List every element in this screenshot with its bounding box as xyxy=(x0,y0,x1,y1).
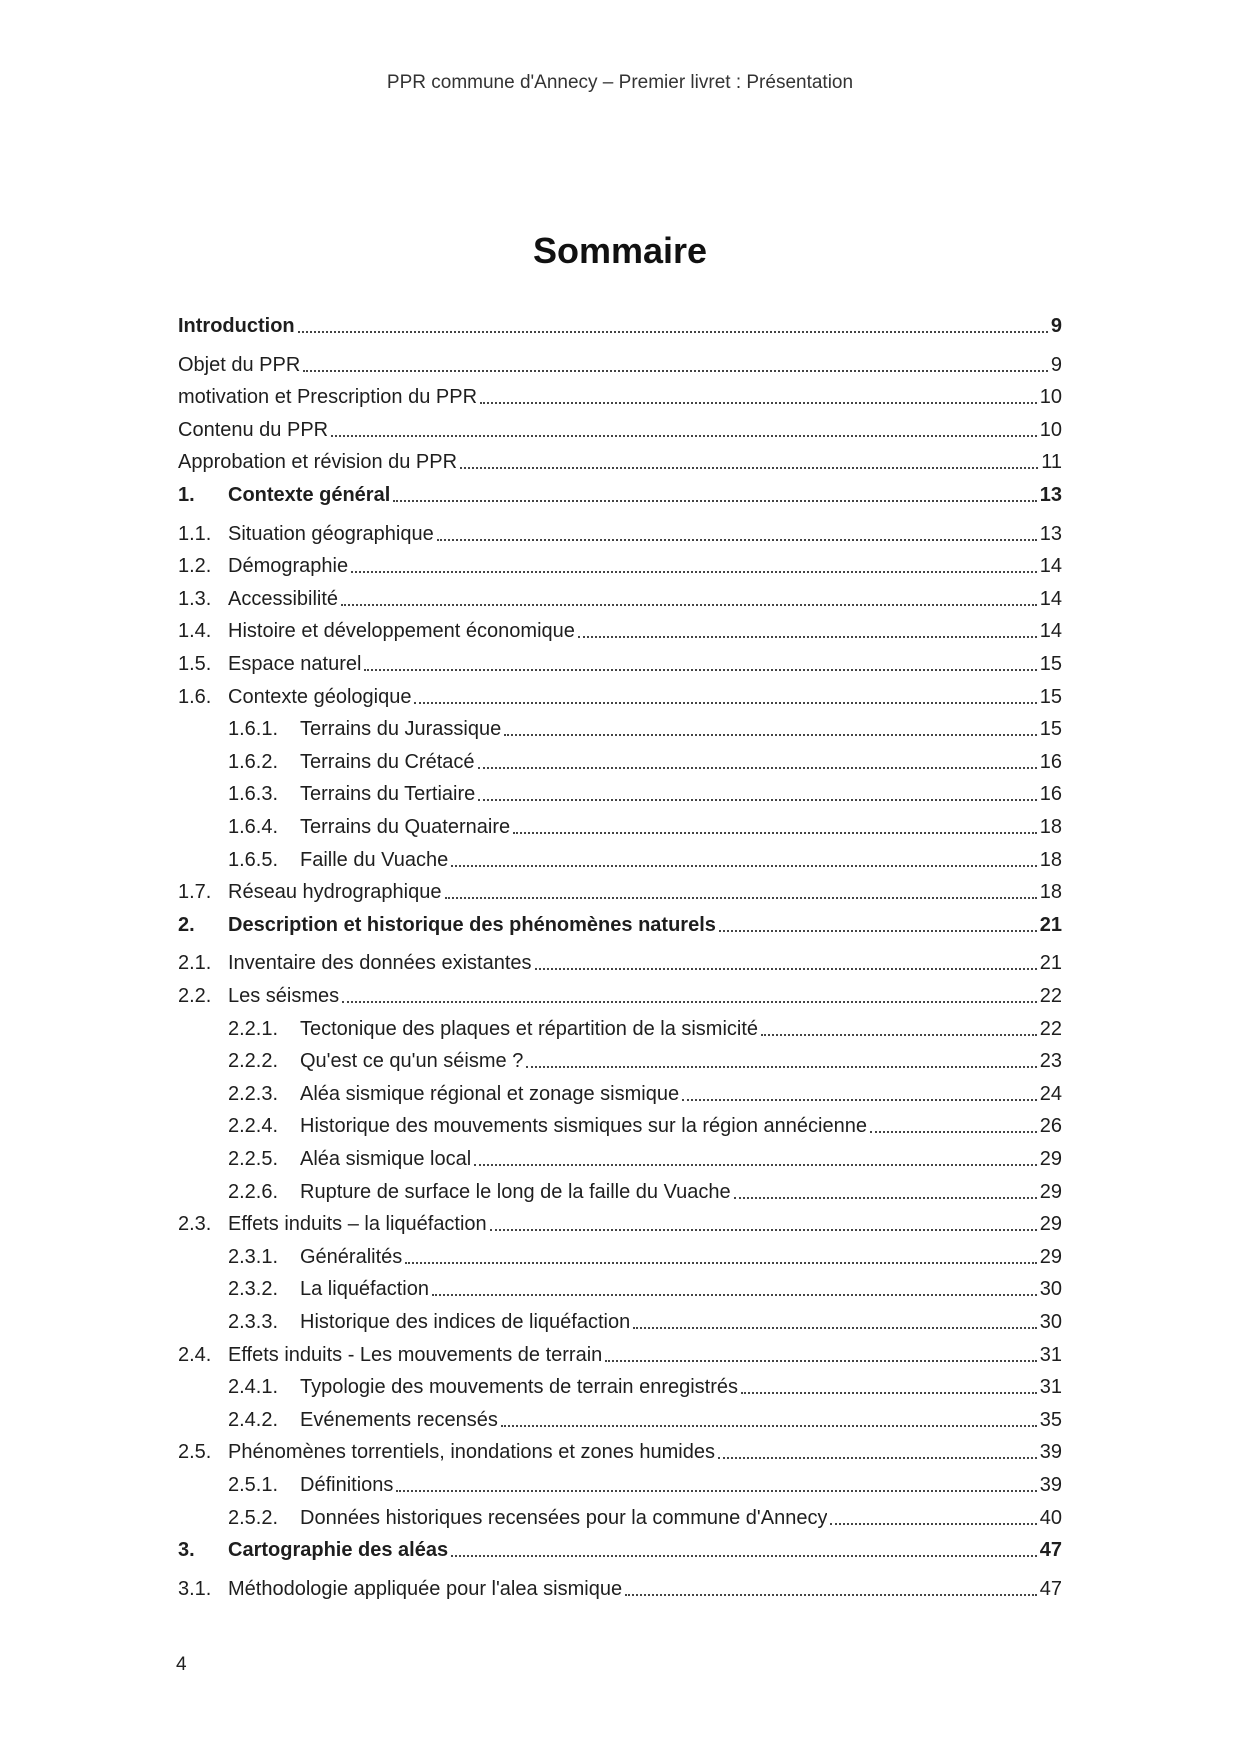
toc-entry[interactable] xyxy=(178,650,1062,678)
toc-entry-label: Rupture de surface le long de la faille du Vuache xyxy=(300,1180,731,1203)
toc-entry-label: La liquéfaction xyxy=(300,1278,429,1301)
toc-entry-number: 2. xyxy=(178,913,195,936)
toc-entry[interactable] xyxy=(178,1145,1062,1173)
dot-leader xyxy=(633,1327,1037,1329)
dot-leader xyxy=(682,1099,1037,1101)
toc-entry-page: 47 xyxy=(1039,1577,1062,1600)
toc-entry-label: Accessibilité xyxy=(228,587,339,610)
toc-entry[interactable] xyxy=(178,878,1062,906)
toc-entry-page: 9 xyxy=(1050,315,1062,337)
toc-entry-label: Inventaire des données existantes xyxy=(228,952,532,975)
toc-entry-page: 16 xyxy=(1039,783,1062,806)
toc-entry-label: Réseau hydrographique xyxy=(228,881,442,904)
dot-leader xyxy=(351,571,1037,573)
toc-entry[interactable] xyxy=(178,846,1062,874)
dot-leader xyxy=(451,865,1037,867)
toc-entry-page: 22 xyxy=(1039,985,1062,1007)
toc-entry[interactable] xyxy=(178,1471,1062,1499)
toc-entry-page: 9 xyxy=(1050,353,1062,376)
dot-leader xyxy=(870,1131,1037,1133)
dot-leader xyxy=(478,767,1037,769)
dot-leader xyxy=(513,832,1037,834)
toc-entry[interactable] xyxy=(178,748,1062,776)
dot-leader xyxy=(504,734,1037,736)
toc-entry-page: 39 xyxy=(1039,1474,1062,1496)
toc-entry-label: motivation et Prescription du PPR xyxy=(178,386,478,409)
toc-entry-label: Les séismes xyxy=(228,985,340,1007)
dot-leader xyxy=(405,1262,1036,1264)
dot-leader xyxy=(331,435,1037,437)
toc-entry[interactable] xyxy=(178,448,1062,476)
toc-entry-page: 10 xyxy=(1039,386,1062,409)
toc-entry[interactable] xyxy=(178,1178,1062,1206)
dot-leader xyxy=(451,1555,1037,1557)
toc-entry-number: 1. xyxy=(178,484,195,506)
toc-entry-number: 2.4.1. xyxy=(228,1376,279,1399)
toc-entry-label: Tectonique des plaques et répartition de la sismicité xyxy=(300,1017,759,1040)
dot-leader xyxy=(414,702,1036,704)
toc-entry-page: 24 xyxy=(1039,1082,1062,1105)
toc-entry[interactable] xyxy=(178,1536,1062,1564)
toc-entry-number: 2.5.1. xyxy=(228,1474,279,1496)
toc-entry-label: Généralités xyxy=(300,1245,403,1268)
toc-entry-number: 1.6.2. xyxy=(228,750,279,773)
toc-entry-number: 2.2.5. xyxy=(228,1148,279,1170)
toc-entry-page: 11 xyxy=(1041,451,1062,474)
dot-leader xyxy=(526,1066,1036,1068)
toc-entry-label: Cartographie des aléas xyxy=(228,1539,449,1562)
toc-entry-label: Contexte général xyxy=(228,484,391,506)
toc-entry-number: 2.4.2. xyxy=(228,1408,279,1431)
dot-leader xyxy=(480,402,1037,404)
toc-entry-number: 1.6.3. xyxy=(228,783,279,806)
toc-entry-page: 13 xyxy=(1039,522,1062,545)
toc-entry[interactable] xyxy=(178,1438,1062,1466)
toc-entry-number: 1.2. xyxy=(178,555,212,578)
toc-entry[interactable] xyxy=(178,416,1062,444)
toc-entry[interactable] xyxy=(178,520,1062,548)
dot-leader xyxy=(478,799,1036,801)
toc-entry[interactable] xyxy=(178,949,1062,977)
toc-entry[interactable] xyxy=(178,1373,1062,1401)
toc-entry-page: 14 xyxy=(1039,587,1062,610)
dot-leader xyxy=(718,1457,1037,1459)
toc-entry-page: 35 xyxy=(1039,1408,1062,1431)
toc-entry-label: Contexte géologique xyxy=(228,685,412,708)
dot-leader xyxy=(605,1360,1036,1362)
toc-entry[interactable] xyxy=(178,1275,1062,1303)
toc-entry[interactable] xyxy=(178,1112,1062,1140)
toc-entry-page: 23 xyxy=(1039,1050,1062,1073)
toc-entry[interactable] xyxy=(178,1080,1062,1108)
toc-entry-label: Historique des mouvements sismiques sur la région annécienne xyxy=(300,1115,867,1138)
toc-entry-number: 2.2.4. xyxy=(228,1115,279,1138)
toc-entry[interactable] xyxy=(178,683,1062,711)
toc-entry[interactable] xyxy=(178,617,1062,645)
toc-entry-page: 29 xyxy=(1039,1148,1062,1170)
toc-entry-label: Objet du PPR xyxy=(178,353,301,376)
toc-entry[interactable] xyxy=(178,383,1062,411)
toc-entry-number: 3. xyxy=(178,1539,195,1562)
dot-leader xyxy=(298,331,1048,333)
toc-entry-page: 18 xyxy=(1039,848,1062,871)
dot-leader xyxy=(578,636,1037,638)
toc-entry[interactable] xyxy=(178,312,1062,340)
toc-entry-page: 29 xyxy=(1039,1245,1062,1268)
toc-entry-label: Données historiques recensées pour la commune d'Annecy xyxy=(300,1506,828,1529)
toc-entry-number: 2.4. xyxy=(178,1343,212,1366)
toc-entry-number: 1.6.5. xyxy=(228,848,279,871)
dot-leader xyxy=(474,1164,1037,1166)
toc-entry-label: Aléa sismique régional et zonage sismique xyxy=(300,1082,680,1105)
dot-leader xyxy=(761,1034,1037,1036)
toc-entry-page: 21 xyxy=(1039,913,1062,936)
toc-entry-label: Aléa sismique local xyxy=(300,1148,472,1170)
toc-entry-page: 29 xyxy=(1039,1180,1062,1203)
dot-leader xyxy=(445,897,1037,899)
dot-leader xyxy=(393,500,1036,502)
toc-entry-number: 2.2.1. xyxy=(228,1017,279,1040)
toc-entry[interactable] xyxy=(178,780,1062,808)
toc-entry-label: Terrains du Tertiaire xyxy=(300,783,476,806)
toc-entry-number: 1.6.4. xyxy=(228,816,279,838)
toc-entry-number: 1.6. xyxy=(178,685,212,708)
dot-leader xyxy=(364,669,1036,671)
toc-entry-number: 2.5.2. xyxy=(228,1506,279,1529)
toc-entry-number: 2.2.6. xyxy=(228,1180,279,1203)
toc-entry[interactable] xyxy=(178,1210,1062,1238)
toc-entry-page: 13 xyxy=(1039,484,1062,506)
toc-entry-page: 15 xyxy=(1039,718,1062,741)
toc-entry-number: 3.1. xyxy=(178,1577,212,1600)
toc-entry-label: Effets induits - Les mouvements de terrain xyxy=(228,1343,603,1366)
toc-entry[interactable] xyxy=(178,481,1062,509)
toc-entry-number: 1.7. xyxy=(178,881,212,904)
toc-entry-label: Description et historique des phénomènes naturels xyxy=(228,913,716,936)
dot-leader xyxy=(432,1294,1037,1296)
toc-entry-page: 22 xyxy=(1039,1017,1062,1040)
toc-entry-page: 31 xyxy=(1039,1376,1062,1399)
toc-entry-label: Méthodologie appliquée pour l'alea sismique xyxy=(228,1577,623,1600)
toc-entry[interactable] xyxy=(178,1406,1062,1434)
dot-leader xyxy=(460,467,1038,469)
toc-entry-page: 21 xyxy=(1039,952,1062,975)
toc-entry-label: Contenu du PPR xyxy=(178,418,329,441)
dot-leader xyxy=(341,604,1037,606)
toc-entry-page: 18 xyxy=(1039,881,1062,904)
toc-entry-number: 2.3. xyxy=(178,1213,212,1236)
toc-entry[interactable] xyxy=(178,351,1062,379)
toc-entry-label: Approbation et révision du PPR xyxy=(178,451,458,474)
toc-entry-page: 40 xyxy=(1039,1506,1062,1529)
toc-entry-page: 30 xyxy=(1039,1278,1062,1301)
dot-leader xyxy=(396,1490,1036,1492)
toc-entry-number: 1.1. xyxy=(178,522,212,545)
toc-entry-page: 47 xyxy=(1039,1539,1062,1562)
dot-leader xyxy=(830,1523,1036,1525)
toc-entry-page: 14 xyxy=(1039,620,1062,643)
toc-entry-number: 2.1. xyxy=(178,952,212,975)
toc-entry-label: Qu'est ce qu'un séisme ? xyxy=(300,1050,524,1073)
toc-entry-label: Typologie des mouvements de terrain enregistrés xyxy=(300,1376,739,1399)
toc-entry-page: 15 xyxy=(1039,685,1062,708)
toc-entry-page: 10 xyxy=(1039,418,1062,441)
toc-entry[interactable] xyxy=(178,585,1062,613)
toc-entry-label: Situation géographique xyxy=(228,522,434,545)
toc-entry[interactable] xyxy=(178,1047,1062,1075)
toc-entry-page: 31 xyxy=(1039,1343,1062,1366)
toc-entry-label: Historique des indices de liquéfaction xyxy=(300,1311,631,1333)
toc-entry-page: 26 xyxy=(1039,1115,1062,1138)
toc-entry-page: 39 xyxy=(1039,1441,1062,1464)
dot-leader xyxy=(741,1392,1037,1394)
toc-entry-label: Définitions xyxy=(300,1474,394,1496)
toc-entry-label: Terrains du Crétacé xyxy=(300,750,475,773)
dot-leader xyxy=(535,968,1037,970)
dot-leader xyxy=(734,1197,1037,1199)
toc-entry[interactable] xyxy=(178,1504,1062,1532)
toc-entry[interactable] xyxy=(178,911,1062,939)
toc-entry[interactable] xyxy=(178,715,1062,743)
dot-leader xyxy=(437,539,1037,541)
dot-leader xyxy=(625,1594,1037,1596)
dot-leader xyxy=(719,930,1037,932)
dot-leader xyxy=(303,370,1048,372)
toc-entry-label: Histoire et développement économique xyxy=(228,620,575,643)
dot-leader xyxy=(501,1425,1037,1427)
toc-entry-label: Démographie xyxy=(228,555,349,578)
toc-entry-number: 2.2.2. xyxy=(228,1050,279,1073)
toc-entry-page: 18 xyxy=(1039,816,1062,838)
toc-entry-page: 30 xyxy=(1039,1311,1062,1333)
toc-entry[interactable] xyxy=(178,1575,1062,1603)
dot-leader xyxy=(342,1001,1037,1003)
toc-entry-label: Phénomènes torrentiels, inondations et zones humides xyxy=(228,1441,715,1464)
toc-entry-number: 2.3.1. xyxy=(228,1245,279,1268)
toc-entry[interactable] xyxy=(178,982,1062,1010)
toc-entry-number: 1.3. xyxy=(178,587,212,610)
toc-entry-label: Effets induits – la liquéfaction xyxy=(228,1213,487,1236)
toc-entry-page: 16 xyxy=(1039,750,1062,773)
toc-entry-label: Terrains du Quaternaire xyxy=(300,816,511,838)
running-header: PPR commune d'Annecy – Premier livret : Présentation xyxy=(386,72,854,93)
toc-entry-label: Introduction xyxy=(178,315,295,337)
page-number: 4 xyxy=(176,1654,187,1675)
toc-entry-number: 2.5. xyxy=(178,1441,212,1464)
toc-entry-number: 1.6.1. xyxy=(228,718,279,741)
toc-entry-number: 1.4. xyxy=(178,620,212,643)
toc-entry-number: 2.3.2. xyxy=(228,1278,279,1301)
toc-entry[interactable] xyxy=(178,552,1062,580)
page-title: Sommaire xyxy=(532,230,708,271)
dot-leader xyxy=(490,1229,1037,1231)
toc-entry[interactable] xyxy=(178,1341,1062,1369)
toc-entry-page: 15 xyxy=(1039,653,1062,675)
toc-entry-label: Terrains du Jurassique xyxy=(300,718,502,741)
toc-entry[interactable] xyxy=(178,1308,1062,1336)
toc-entry-label: Faille du Vuache xyxy=(300,848,449,871)
toc-entry[interactable] xyxy=(178,813,1062,841)
toc-entry-label: Espace naturel xyxy=(228,653,362,675)
toc-entry[interactable] xyxy=(178,1015,1062,1043)
toc-entry-page: 14 xyxy=(1039,555,1062,578)
toc-entry[interactable] xyxy=(178,1243,1062,1271)
toc-entry-number: 1.5. xyxy=(178,653,212,675)
toc-entry-label: Evénements recensés xyxy=(300,1408,498,1431)
toc-entry-number: 2.2.3. xyxy=(228,1082,279,1105)
toc-entry-page: 29 xyxy=(1039,1213,1062,1236)
toc-entry-number: 2.2. xyxy=(178,985,212,1007)
toc-entry-number: 2.3.3. xyxy=(228,1311,279,1333)
